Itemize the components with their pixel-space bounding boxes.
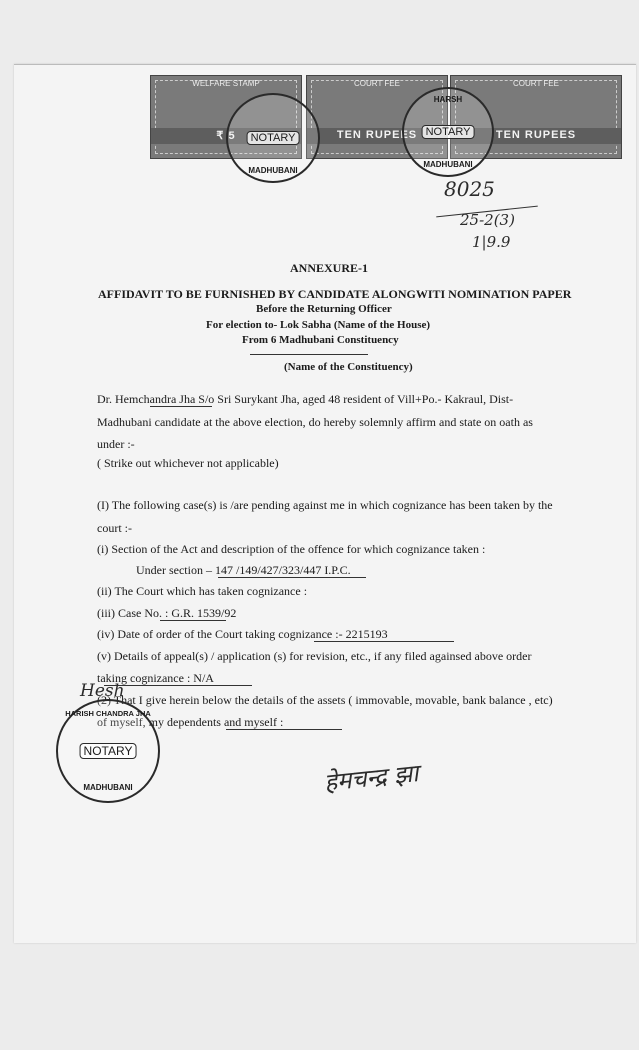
court-fee-stamps — [150, 71, 620, 175]
candidate-signature: हेमचन्द्र झा — [322, 759, 420, 797]
item-ii: (ii) The Court which has taken cognizance : — [97, 584, 308, 598]
stamp-value: TEN RUPEES — [336, 129, 418, 141]
case-statement-line-2: court :- — [97, 521, 132, 535]
notary-seal-stamp — [402, 87, 494, 177]
notary-seal-label: NOTARY — [422, 125, 475, 139]
item-iv-date: (iv) Date of order of the Court taking cognizance :- 2215193 — [97, 627, 388, 641]
under-section: Under section – 147 /149/427/323/447 I.P.C. — [136, 563, 351, 577]
candidate-line-1: Dr. Hemchandra Jha S/o Sri Surykant Jha, aged 48 resident of Vill+Po.- Kakraul, Dist- — [97, 392, 514, 406]
notary-seal-label: NOTARY — [247, 131, 300, 145]
seal-ring-text: HARISH CHANDRA JHA — [65, 709, 151, 718]
notary-round-seal — [56, 699, 160, 803]
seal-ring-text: MADHUBANI — [248, 166, 298, 175]
handwritten-ref-date: 25-2(3) — [460, 211, 515, 229]
constituency-line: From 6 Madhubani Constituency — [242, 334, 399, 346]
affidavit-heading: AFFIDAVIT TO BE FURNISHED BY CANDIDATE ALONGWITI NOMINATION PAPER — [98, 287, 572, 301]
election-line: For election to- Lok Sabha (Name of the House) — [206, 319, 431, 331]
stamp-label: COURT FEE — [513, 79, 559, 88]
assets-line-2: of myself, my dependents and myself : — [97, 715, 284, 729]
item-v-line-2: taking cognizance : N/A — [97, 671, 214, 685]
stamp-label: WELFARE STAMP — [192, 79, 260, 88]
handwritten-ref-number: 8025 — [444, 177, 495, 201]
annexure-title: ANNEXURE-1 — [290, 261, 368, 275]
before-line: Before the Returning Officer — [256, 303, 392, 315]
strike-note: ( Strike out whichever not applicable) — [97, 456, 279, 470]
seal-ring-text: HARSH — [433, 95, 463, 104]
candidate-line-3: under :- — [97, 437, 135, 451]
notary-seal-stamp — [226, 93, 320, 183]
constituency-label: (Name of the Constituency) — [284, 361, 413, 373]
assets-line-1: (2) That I give herein below the details of the assets ( immovable, movable, bank balance , etc) — [97, 693, 553, 707]
item-v-line-1: (v) Details of appeal(s) / application (s) for revision, etc., if any filed againsed above order — [97, 649, 532, 663]
seal-ring-text: MADHUBANI — [83, 783, 133, 792]
stamp-value: TEN RUPEES — [495, 129, 577, 141]
affidavit-page — [14, 64, 636, 943]
handwritten-ref-note: 1|9.9 — [472, 233, 511, 251]
notary-seal-label: NOTARY — [80, 743, 137, 759]
stamp-label: COURT FEE — [354, 79, 400, 88]
case-statement-line-1: (I) The following case(s) is /are pending against me in which cognizance has been taken by the — [97, 498, 553, 512]
seal-ring-text: MADHUBANI — [423, 160, 473, 169]
stamp-value: ₹ 5 — [216, 130, 236, 142]
notary-initials: Hesh — [80, 681, 125, 701]
item-i: (i) Section of the Act and description of the offence for which cognizance taken : — [97, 542, 486, 556]
candidate-line-2: Madhubani candidate at the above election, do hereby solemnly affirm and state on oath as — [97, 415, 533, 429]
item-iii-case-number: (iii) Case No. : G.R. 1539/92 — [97, 606, 237, 620]
